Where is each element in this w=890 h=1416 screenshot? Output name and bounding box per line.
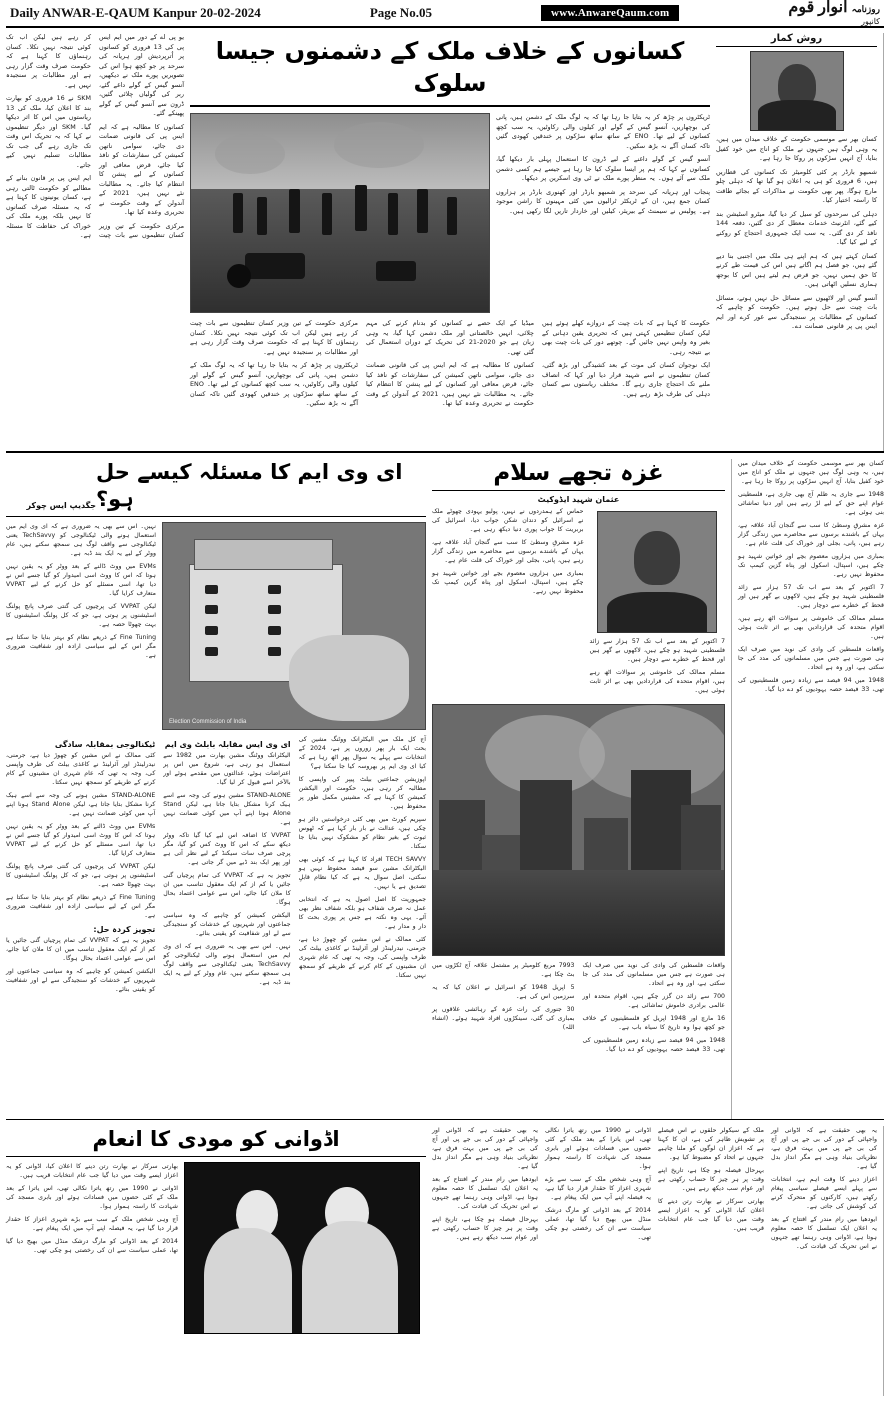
top-story-middle-text-b: حکومت کا کہنا ہے کہ بات چیت کے دروازے کھلے ہوئے ہیں لیکن کسان تنظیمیں کہتی ہیں کہ تحریری یقین دہانی کے بغیر وہ واپس نہیں جائیں گے۔ چوتھے دور کی بات چیت بھی بے نتیجہ رہی۔ ایک نوجوان کسان کی موت کے بعد کشیدگی اور بڑھ گئی، کسان تنظیموں نے اسے شہید قرار دیا اور کہا کہ انصاف ملنے تک احتجاج جاری رہے گا۔ مختلف ریاستوں سے کسان دہلی کی طرف بڑھ رہے ہیں۔ میڈیا کے ایک حصے نے کسانوں کو بدنام کرنے کی مہم چلائی، انہیں خالصتانی اور ملک دشمن کہا گیا، یہ وہی زبان ہے جو 2020-21 کی تحریک کے دوران استعمال کی گئی تھی۔ کسانوں کا مطالبہ ہے کہ ایم ایس پی کی قانونی ضمانت دی جائے، سوامی ناتھن کمیشن کی سفارشات کو نافذ کیا جائے، قرض معافی اور کسانوں کے لیے پنشن کا انتظام کیا جائے۔ یہ مطالبات نئے نہیں ہیں، 2021 کے آندولن کے وقت حکومت نے تحریری وعدہ کیا تھا۔ مرکزی حکومت کے تین وزیر کسان تنظیموں سے بات چیت کر رہے ہیں لیکن اب تک کوئی نتیجہ نہیں نکلا۔ کسان رہنماؤں کا کہنا ہے کہ حکومت صرف وقت گزار رہی ہے اور مطالبات پر سنجیدہ نہیں ہے۔ ٹریکٹروں پر چڑھ کر یہ بتایا جا رہا تھا کہ یہ لوگ ملک کے دشمن ہیں، پانی کی بوچھاریں، آنسو گیس کے گولے اور کیلوں والی رکاوٹیں، یہ سب کچھ کسانوں کے لیے تھا۔ ENO کے ساتھ ساتھ سڑکوں پر خندقیں کھودی گئیں تاکہ کسان آگے نہ بڑھ سکیں۔ <box>190 319 710 407</box>
top-story-left-column <box>6 33 184 451</box>
evm-subhead-1: ای وی ایس مقابلہ بابلٹ وی ایم <box>164 740 291 749</box>
evm-right-text: آج کل ملک میں الیکٹرانک ووٹنگ مشین کی بحث ایک بار پھر زوروں پر ہے، 2024 کے انتخابات سے پہلے یہ سوال پھر اٹھ رہا ہے کہ کیا ای وی ایم پر بھروسہ کیا جا سکتا ہے؟ اپوزیشن جماعتیں بیلٹ پیپر کی واپسی کا مطالبہ کر رہی ہیں، حکومت اور الیکشن کمیشن کا کہنا ہے کہ مشینیں مکمل طور پر محفوظ ہیں۔ سپریم کورٹ میں بھی کئی درخواستیں دائر ہو چکی ہیں، عدالت نے بار بار کہا ہے کہ ٹھوس ثبوت کے بغیر نظام کو مشکوک نہیں بنایا جا سکتا۔ TECH SAVVY افراد کا کہنا ہے کہ کوئی بھی الیکٹرانک مشین سو فیصد محفوظ نہیں ہو سکتی، اصل سوال یہ ہے کہ کیا نظام قابلِ تصدیق ہے یا نہیں۔ جمہوریت کا اصل اصول یہ ہے کہ انتخابی عمل نہ صرف شفاف ہو بلکہ شفاف نظر بھی آئے۔ یہی وہ نکتہ ہے جس پر پوری بحث کا دار و مدار ہے۔ کئی ممالک نے اس مشین کو چھوڑ دیا ہے، جرمنی، نیدرلینڈز اور آئرلینڈ نے کاغذی بیلٹ کی طرف واپسی کی، وجہ یہ تھی کہ عام شہری ان مشینوں کے کام کرنے کے طریقے کو سمجھ نہیں سکتا۔ <box>298 736 427 979</box>
website-url[interactable]: www.AnwareQaum.com <box>541 5 679 21</box>
evm-subhead-3: تجویز کردہ حل: <box>93 925 156 934</box>
gaza-destruction-photo <box>432 704 725 956</box>
evm-machine-photo <box>162 522 426 730</box>
gaza-byline: عثمان شہید ایڈوکیٹ <box>537 495 620 504</box>
top-story <box>6 28 884 451</box>
evm-photo-caption: Election Commission of India <box>169 719 247 725</box>
headline-rule <box>190 105 710 107</box>
top-story-middle-text-a: ٹریکٹروں پر چڑھ کر یہ بتایا جا رہا تھا کہ یہ لوگ ملک کے دشمن ہیں، پانی کی بوچھاریں، آنسو گیس کے گولے اور کیلوں والی رکاوٹیں، یہ سب کچھ کسانوں کے لیے تھا۔ ENO کے ساتھ ساتھ سڑکوں پر خندقیں کھودی گئیں تاکہ کسان آگے نہ بڑھ سکیں۔ آنسو گیس کے گولے داغنے کے لیے ڈرون کا استعمال پہلی بار دیکھا گیا، کسانوں نے کہا کہ ہم پر ایسا سلوک کیا جا رہا ہے جیسے ہم کسی دشمن ملک سے آئے ہوں۔ یہ منظر پورے ملک نے ٹی وی اسکرین پر دیکھا۔ پنجاب اور ہریانہ کی سرحد پر شمبھو بارڈر اور کھنوری بارڈر پر ہزاروں کسان جمع ہیں، ان کے ٹریکٹر ٹرالیوں میں کئی مہینوں کا راشن موجود ہے۔ پولیس نے سیمنٹ کے بیریئر، کیلیں اور خاردار تاریں لگا رکھی ہیں۔ <box>496 113 710 215</box>
middle-extra-text: کسان بھر سے موسمی حکومت کے خلاف میدان میں ہیں، یہ وہی لوگ ہیں جنہوں نے ملک کو اناج میں خود کفیل بنایا، آج انہیں سڑکوں پر روکا جا رہا ہے۔ 1948 سے جاری یہ ظلم آج بھی جاری ہے، فلسطینی عوام اپنے حق کے لیے لڑ رہے ہیں اور دنیا تماشائی بنی ہوئی ہے۔ غزہ مشرقِ وسطیٰ کا سب سے گنجان آباد علاقہ ہے، یہاں کے باشندے برسوں سے محاصرے میں زندگی گزار رہے ہیں، پانی، بجلی اور خوراک کی قلت عام ہے۔ بمباری میں ہزاروں معصوم بچے اور خواتین شہید ہو چکے ہیں، اسپتال، اسکول اور پناہ گزین کیمپ تک محفوظ نہیں رہے۔ 7 اکتوبر کے بعد سے اب تک 57 ہزار سے زائد فلسطینی شہید ہو چکے ہیں، لاکھوں بے گھر ہیں اور قحط کے خطرے سے دوچار ہیں۔ مسلم ممالک کی خاموشی پر سوالات اٹھ رہے ہیں، اقوام متحدہ کی قراردادیں بھی بے اثر ثابت ہوئی ہیں۔ واقعات فلسطین کی وادی کی نوید میں صرف ایک ہی صورت ہے جس میں مسلمانوں کی مدد کی جا سکتی ہے، اور وہ ہے اتحاد۔ 1948 میں 94 فیصد سے زیادہ زمین فلسطینیوں کی تھی، 33 فیصد حصہ یہودیوں کو دے دیا گیا۔ <box>738 460 885 693</box>
evm-mid-text: الیکٹرانک ووٹنگ مشین بھارت میں 1982 سے استعمال ہو رہی ہے، شروع میں اس پر اعتراضات ہوئے، عدالتوں میں مقدمے ہوئے اور بالآخر اسے قبول کر لیا گیا۔ STAND-ALONE مشین ہونے کی وجہ سے اسے ہیک کرنا مشکل بتایا جاتا ہے، لیکن Stand Alone ہونا اپنے آپ میں کوئی ضمانت نہیں ہے۔ VVPAT کا اضافہ اس لیے کیا گیا تاکہ ووٹر دیکھ سکے کہ اس کا ووٹ کس کو گیا، مگر پرچی صرف سات سیکنڈ کے لیے نظر آتی ہے اور پھر ایک بند ڈبے میں گر جاتی ہے۔ تجویز یہ ہے کہ VVPAT کی تمام پرچیاں گنی جائیں یا کم از کم ایک معقول تناسب میں ان کا ملان کیا جائے، اس سے عوامی اعتماد بحال ہوگا۔ الیکشن کمیشن کو چاہیے کہ وہ سیاسی جماعتوں اور شہریوں کے خدشات کو سنجیدگی سے لے اور شفافیت کو یقینی بنائے۔ نہیں۔ اس سے بھی یہ ضروری ہے کہ ای وی ایم میں استعمال ہونے والی ٹیکنالوجی کو TechSavvy یعنی ٹیکنالوجی سے واقف لوگ ہی سمجھ سکتے ہیں، عام ووٹر کے لیے یہ ایک بند ڈبہ ہے۔ <box>163 752 291 986</box>
bottom-section <box>6 1119 884 1396</box>
evm-headline: ای وی ایم کا مسئلہ کیسے حل ہو؟ <box>96 460 403 511</box>
middle-section <box>6 451 884 1119</box>
masthead-city: کانپور <box>861 17 880 26</box>
evm-subhead-2: ٹیکنالوجی بمقابلہ سادگی <box>54 740 156 749</box>
masthead-logo: روزنامہ انوار قوم <box>788 0 880 16</box>
advani-story-continued <box>432 1126 884 1396</box>
masthead-logo-block <box>788 0 880 26</box>
evm-byline: جگدیپ ایس چوکر <box>26 501 96 510</box>
gaza-author-photo <box>597 511 717 633</box>
evm-left-text-3: تجویز یہ ہے کہ VVPAT کی تمام پرچیاں گنی جائیں یا کم از کم ایک معقول تناسب میں ان کا ملان کیا جائے، اس سے عوامی اعتماد بحال ہوگا۔ الیکشن کمیشن کو چاہیے کہ وہ سیاسی جماعتوں اور شہریوں کے خدشات کو سنجیدگی سے لے اور شفافیت کو یقینی بنائے۔ <box>6 937 156 993</box>
top-story-right-column <box>716 33 884 451</box>
farmers-protest-photo <box>190 113 490 313</box>
advani-modi-photo <box>184 1162 420 1334</box>
evm-left-text: نہیں۔ اس سے بھی یہ ضروری ہے کہ ای وی ایم میں استعمال ہونے والی ٹیکنالوجی کو TechSavvy یعنی ٹیکنالوجی سے واقف لوگ ہی سمجھ سکتے ہیں، عام ووٹر کے لیے یہ ایک بند ڈبہ ہے۔ EVMs میں ووٹ ڈالنے کے بعد ووٹر کو یہ یقین نہیں ہوتا کہ اس کا ووٹ اسی امیدوار کو گیا جسے اس نے دیا تھا، اسی مسئلے کو حل کرنے کے لیے VVPAT متعارف کرایا گیا۔ لیکن VVPAT کی پرچیوں کی گنتی صرف پانچ پولنگ اسٹیشنوں پر ہوتی ہے، جو کہ کل پولنگ اسٹیشنوں کا بہت چھوٹا حصہ ہے۔ Fine Tuning کے ذریعے نظام کو بہتر بنایا جا سکتا ہے مگر اس کے لیے سیاسی ارادہ اور شفافیت ضروری ہے۔ <box>6 523 157 659</box>
masthead <box>6 0 884 28</box>
gaza-text-right: 7 اکتوبر کے بعد سے اب تک 57 ہزار سے زائد فلسطینی شہید ہو چکے ہیں، لاکھوں بے گھر ہیں اور قحط کے خطرے سے دوچار ہیں۔ مسلم ممالک کی خاموشی پر سوالات اٹھ رہے ہیں، اقوام متحدہ کی قراردادیں بھی بے اثر ثابت ہوئی ہیں۔ <box>589 638 725 694</box>
evm-left-text-2: کئی ممالک نے اس مشین کو چھوڑ دیا ہے، جرمنی، نیدرلینڈز اور آئرلینڈ نے کاغذی بیلٹ کی طرف واپسی کی، وجہ یہ تھی کہ عام شہری ان مشینوں کے کام کرنے کے طریقے کو سمجھ نہیں سکتا۔ STAND-ALONE مشین ہونے کی وجہ سے اسے ہیک کرنا مشکل بتایا جاتا ہے، لیکن Stand Alone ہونا اپنے آپ میں کوئی ضمانت نہیں ہے۔ EVMs میں ووٹ ڈالنے کے بعد ووٹر کو یہ یقین نہیں ہوتا کہ اس کا ووٹ اسی امیدوار کو گیا جسے اس نے دیا تھا، اسی مسئلے کو حل کرنے کے لیے VVPAT متعارف کرایا گیا۔ لیکن VVPAT کی پرچیوں کی گنتی صرف پانچ پولنگ اسٹیشنوں پر ہوتی ہے، جو کہ کل پولنگ اسٹیشنوں کا بہت چھوٹا حصہ ہے۔ Fine Tuning کے ذریعے نظام کو بہتر بنایا جا سکتا ہے مگر اس کے لیے سیاسی ارادہ اور شفافیت ضروری ہے۔ <box>6 752 156 919</box>
page-number: Page No.05 <box>369 5 432 20</box>
top-story-middle-column <box>190 33 710 451</box>
gaza-story <box>432 459 732 1119</box>
top-story-headline: کسانوں کے خلاف ملک کے دشمنوں جیسا سلوک <box>215 37 685 97</box>
evm-story <box>6 459 426 1119</box>
top-story-left-text: یو پی اے کے دور میں ایم ایس پی کی 13 فروری کو کسانوں پر اُترپردیش اور ہریانہ کی سرحد پر جو کچھ ہوا اس کی تصویریں پورے ملک نے دیکھیں، آنسو گیس کے گولے داغے گئے، ربر کی گولیاں چلائی گئیں، ڈرون سے آنسو گیس کے گولے پھینکے گئے۔ کسانوں کا مطالبہ ہے کہ ایم ایس پی کی قانونی ضمانت دی جائے، سوامی ناتھن کمیشن کی سفارشات کو نافذ کیا جائے، قرض معافی اور کسانوں کے لیے پنشن کا انتظام کیا جائے۔ یہ مطالبات نئے نہیں ہیں، 2021 کے آندولن کے وقت حکومت نے تحریری وعدہ کیا تھا۔ مرکزی حکومت کے تین وزیر کسان تنظیموں سے بات چیت کر رہے ہیں لیکن اب تک کوئی نتیجہ نہیں نکلا۔ کسان رہنماؤں کا کہنا ہے کہ حکومت صرف وقت گزار رہی ہے اور مطالبات پر سنجیدہ نہیں ہے۔ SKM نے 16 فروری کو بھارت بند کا اعلان کیا، ملک کی 13 ریاستوں میں اس کا اثر دیکھا گیا۔ SKM اور دیگر تنظیموں نے کہا کہ یہ تحریک اس وقت تک جاری رہے گی جب تک مطالبات تسلیم نہیں کیے جاتے۔ ایم ایس پی پر قانون بنانے کے مطالبے کو حکومت ٹالتی رہی ہے، کسان یونینوں کا کہنا ہے کہ یہ مسئلہ صرف کسانوں کا نہیں بلکہ پورے ملک کی خوراک کی حفاظت کا مسئلہ ہے۔ <box>6 33 184 239</box>
advani-right-text: یہ بھی حقیقت ہے کہ اڈوانی اور واجپائی کے دور کی بی جے پی اور آج کی بی جے پی میں بہت فرق ہے، نظریاتی بنیاد وہی ہے مگر انداز بدل گیا ہے۔ اعزاز دینے کا وقت اہم ہے، انتخابات سے پہلے ایسے فیصلے سیاسی پیغام رکھتے ہیں، کارکنوں کو متحرک کرنے کی کوشش کی جاتی ہے۔ ایودھیا میں رام مندر کے افتتاح کے بعد یہ اعلان ایک تسلسل کا حصہ معلوم ہوتا ہے، اڈوانی وہی رہنما تھے جنہوں نے اس تحریک کی قیادت کی۔ ملک کے سیکولر حلقوں نے اس فیصلے پر تشویش ظاہر کی ہے، ان کا کہنا ہے کہ اعزاز ان لوگوں کو ملنا چاہیے جنہوں نے اتحاد کو مضبوط کیا ہو۔ بہرحال فیصلہ ہو چکا ہے، تاریخ اپنے وقت پر ہر چیز کا حساب رکھتی ہے اور عوام سب دیکھ رہے ہیں۔ بھارتی سرکار نے بھارت رتن دینے کا اعلان کیا، اڈوانی کو یہ اعزاز ایسے وقت میں دیا گیا جب عام انتخابات قریب ہیں۔ اڈوانی نے 1990 میں رتھ یاترا نکالی تھی، اس یاترا کے بعد ملک کے کئی حصوں میں فسادات ہوئے اور بابری مسجد کی شہادت کا راستہ ہموار ہوا۔ آج وہی شخص ملک کے سب سے بڑے شہری اعزاز کا حقدار قرار دیا گیا ہے، یہ فیصلہ اپنے آپ میں ایک پیغام ہے۔ 2014 کے بعد اڈوانی کو مارگ درشک منڈل میں بھیج دیا گیا تھا، عملی سیاست سے ان کی رخصتی ہو چکی تھی۔ یہ بھی حقیقت ہے کہ اڈوانی اور واجپائی کے دور کی بی جے پی اور آج کی بی جے پی میں بہت فرق ہے، نظریاتی بنیاد وہی ہے مگر انداز بدل گیا ہے۔ ایودھیا میں رام مندر کے افتتاح کے بعد یہ اعلان ایک تسلسل کا حصہ معلوم ہوتا ہے، اڈوانی وہی رہنما تھے جنہوں نے اس تحریک کی قیادت کی۔ بہرحال فیصلہ ہو چکا ہے، تاریخ اپنے وقت پر ہر چیز کا حساب رکھتی ہے اور عوام سب دیکھ رہے ہیں۔ <box>432 1127 877 1250</box>
advani-left-text: بھارتی سرکار نے بھارت رتن دینے کا اعلان کیا، اڈوانی کو یہ اعزاز ایسے وقت میں دیا گیا جب عام انتخابات قریب ہیں۔ اڈوانی نے 1990 میں رتھ یاترا نکالی تھی، اس یاترا کے بعد ملک کے کئی حصوں میں فسادات ہوئے اور بابری مسجد کی شہادت کا راستہ ہموار ہوا۔ آج وہی شخص ملک کے سب سے بڑے شہری اعزاز کا حقدار قرار دیا گیا ہے، یہ فیصلہ اپنے آپ میں ایک پیغام ہے۔ 2014 کے بعد اڈوانی کو مارگ درشک منڈل میں بھیج دیا گیا تھا، عملی سیاست سے ان کی رخصتی ہو چکی تھی۔ <box>6 1163 179 1254</box>
top-story-right-text: کسان بھر سے موسمی حکومت کے خلاف میدان میں ہیں، یہ وہی لوگ ہیں جنہوں نے ملک کو اناج میں خود کفیل بنایا، آج انہیں سڑکوں پر روکا جا رہا ہے۔ شمبھو بارڈر پر کئی کلومیٹر تک کسانوں کی قطاریں ہیں، 6 فروری کو ہی یہ اعلان ہو گیا تھا کہ دہلی چلو مارچ ہوگا، پھر بھی حکومت نے مذاکرات کے بجائے طاقت کا راستہ اختیار کیا۔ دہلی کی سرحدوں کو سیل کر دیا گیا، میٹرو اسٹیشن بند کیے گئے، انٹرنیٹ خدمات معطل کر دی گئیں، دفعہ 144 نافذ کر دی گئی۔ یہ سب ایک جمہوری احتجاج کو روکنے کے لیے کیا گیا۔ کسان کہتے ہیں کہ ہم اپنے ہی ملک میں اجنبی بنا دیے گئے ہیں، جو فصل ہم اگاتے ہیں اس کی قیمت طے کرنے کا حق ہمیں نہیں، جو قرض ہم لیتے ہیں اس کا بوجھ ہماری نسلیں اٹھاتی ہیں۔ آنسو گیس اور لاٹھیوں سے مسائل حل نہیں ہوتے، مسائل بات چیت سے حل ہوتے ہیں۔ حکومت کو چاہیے کہ کسانوں کے مطالبات پر سنجیدگی سے غور کرے اور ایم ایس پی پر قانونی ضمانت دے۔ <box>716 135 877 330</box>
gaza-text-left: حماس کے ہمدردوں نے نہیں، پولیو یہودی چھوٹے ملک نے اسرائیل کو دندان شکن جواب دیا، اسرائیل کی بربریت کا جواب پوری دنیا دیکھ رہی ہے۔ غزہ مشرقِ وسطیٰ کا سب سے گنجان آباد علاقہ ہے، یہاں کے باشندے برسوں سے محاصرے میں زندگی گزار رہے ہیں، پانی، بجلی اور خوراک کی قلت عام ہے۔ بمباری میں ہزاروں معصوم بچے اور خواتین شہید ہو چکے ہیں، اسپتال، اسکول اور پناہ گزین کیمپ تک محفوظ نہیں رہے۔ <box>432 508 584 595</box>
middle-extra-column <box>738 459 884 1119</box>
advani-story <box>6 1126 426 1396</box>
gaza-bottom-text: واقعات فلسطین کی وادی کی نوید میں صرف ایک ہی صورت ہے جس میں مسلمانوں کی مدد کی جا سکتی ہے، اور وہ ہے اتحاد۔ 700 سے زائد دن گزر چکے ہیں، اقوام متحدہ اور عالمی برادری خاموش تماشائی ہے۔ 16 مارچ اور 1948 اپریل کو فلسطینیوں کے خلاف جو کچھ ہوا وہ تاریخ کا سیاہ باب ہے۔ 1948 میں 94 فیصد سے زیادہ زمین فلسطینیوں کی تھی، 33 فیصد حصہ یہودیوں کو دے دیا گیا۔ 7993 مربع کلومیٹر پر مشتمل علاقہ آج ٹکڑوں میں بٹ چکا ہے۔ 5 اپریل 1948 کو اسرائیل نے اعلان کیا کہ یہ سرزمین اس کی ہے۔ 30 جنوری کی رات غزہ کے رہائشی علاقوں پر بمباری کی گئی، سینکڑوں افراد شہید ہوئے۔ (انشاء اللہ) <box>432 962 726 1053</box>
masthead-title: Daily ANWAR-E-QAUM Kanpur 20-02-2024 <box>10 5 261 20</box>
column-kicker: روش کمار <box>716 33 877 47</box>
author-photo <box>750 51 844 131</box>
advani-headline: اڈوانی کو مودی کا انعام <box>92 1127 340 1151</box>
gaza-headline: غزہ تجھے سلام <box>493 460 664 486</box>
